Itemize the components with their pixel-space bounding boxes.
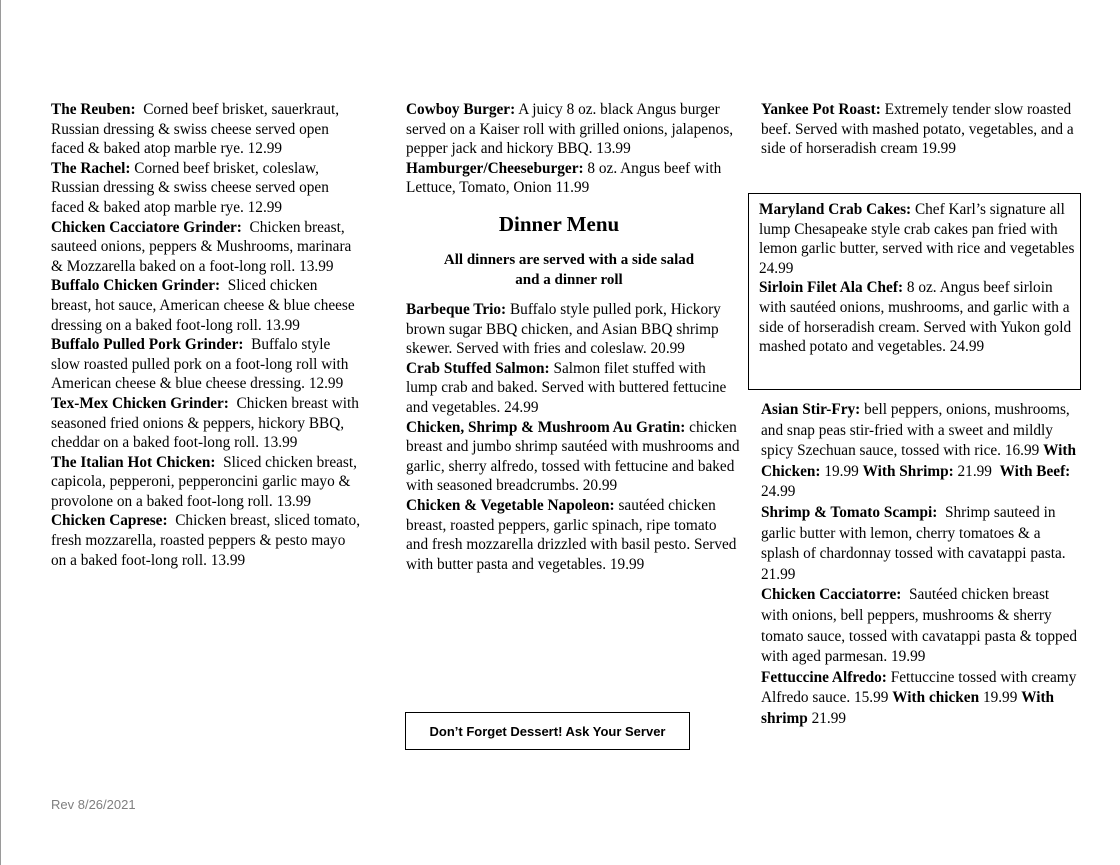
- item-description: Sliced chicken breast, hot sauce, American cheese & blue cheese dressing on a baked foot-long roll. 13.99: [51, 277, 355, 334]
- featured-items-box: [748, 193, 1081, 390]
- menu-item: [406, 159, 740, 198]
- item-name: Hamburger/Cheeseburger:: [406, 159, 584, 177]
- menu-item: [51, 453, 361, 512]
- item-name: Fettuccine Alfredo:: [761, 668, 887, 686]
- option-label: With Shrimp:: [862, 462, 954, 480]
- item-description: Buffalo style pulled pork, Hickory brown sugar BBQ chicken, and Asian BBQ shrimp skewer. Served with fries and coleslaw. 20.99: [406, 300, 721, 358]
- dinner-note: [406, 250, 740, 290]
- option-price: 21.99: [811, 709, 846, 727]
- burgers-and-dinner-column: [406, 100, 740, 574]
- menu-item: [761, 400, 1079, 503]
- item-name: Buffalo Chicken Grinder:: [51, 277, 221, 295]
- item-description: Salmon filet stuffed with lump crab and baked. Served with buttered fettucine and vegetables. 24.99: [406, 359, 727, 416]
- menu-item: [51, 276, 361, 335]
- item-name: Buffalo Pulled Pork Grinder:: [51, 336, 244, 354]
- entrees-column-lower: [761, 400, 1079, 730]
- item-name: Barbeque Trio:: [406, 300, 507, 318]
- item-name: Maryland Crab Cakes:: [759, 201, 912, 218]
- item-name: Chicken, Shrimp & Mushroom Au Gratin:: [406, 418, 686, 436]
- item-description: Corned beef brisket, coleslaw, Russian dressing & swiss cheese served open faced & baked atop marble rye. 12.99: [51, 159, 329, 216]
- item-name: Shrimp & Tomato Scampi:: [761, 503, 938, 521]
- menu-item: [761, 100, 1079, 159]
- item-description: Shrimp sauteed in garlic butter with lemon, cherry tomatoes & a splash of chardonnay tossed with cavatappi pasta. 21.99: [761, 503, 1066, 583]
- item-description: Sautéed chicken breast with onions, bell peppers, mushrooms & sherry tomato sauce, tossed with cavatappi pasta & topped with aged parmesan. 19.99: [761, 586, 1078, 666]
- menu-item: [51, 218, 361, 277]
- revision-date: Rev 8/26/2021: [51, 797, 136, 812]
- item-description: sautéed chicken breast, roasted peppers, garlic spinach, ripe tomato and fresh mozzarella drizzled with basil pesto. Served with butter pasta and vegetables. 19.99: [406, 496, 737, 573]
- menu-item: [406, 300, 740, 359]
- item-description: Buffalo style slow roasted pulled pork on a foot-long roll with American cheese & blue cheese dressing. 12.99: [51, 336, 349, 393]
- option-label: With Chicken:: [761, 442, 1076, 480]
- option-price: 24.99: [761, 483, 796, 501]
- menu-item: [759, 200, 1079, 278]
- menu-item: [406, 359, 740, 418]
- dinner-menu-heading: Dinner Menu: [498, 211, 620, 236]
- item-name: Tex-Mex Chicken Grinder:: [51, 394, 229, 412]
- option-label: With Beef:: [999, 462, 1071, 480]
- item-name: Chicken & Vegetable Napoleon:: [406, 496, 615, 514]
- menu-item: [51, 335, 361, 394]
- menu-item: [51, 100, 361, 159]
- menu-item: [51, 394, 361, 453]
- option-label: With shrimp: [761, 689, 1055, 727]
- entrees-column: [761, 100, 1079, 159]
- item-description: Fettuccine tossed with creamy Alfredo sauce. 15.99: [761, 668, 1077, 707]
- menu-item: [406, 496, 740, 574]
- menu-item: [406, 418, 740, 496]
- dinner-note-line: All dinners are served with a side salad: [443, 251, 695, 268]
- item-description: Chicken breast with seasoned fried onions & peppers, hickory BBQ, cheddar on a baked foot-long roll. 13.99: [51, 394, 359, 452]
- item-description: chicken breast and jumbo shrimp sautéed with mushrooms and garlic, sherry alfredo, tossed with fettucine and baked with seasoned breadcrumbs. 20.99: [406, 418, 740, 495]
- dinner-note-line: and a dinner roll: [515, 271, 623, 288]
- grinders-column: [51, 100, 361, 570]
- item-name: The Italian Hot Chicken:: [51, 453, 216, 471]
- item-name: Cowboy Burger:: [406, 101, 516, 118]
- menu-item: [51, 511, 361, 570]
- item-description: Extremely tender slow roasted beef. Served with mashed potato, vegetables, and a side of horseradish cream 19.99: [761, 101, 1074, 158]
- item-name: The Rachel:: [51, 159, 131, 177]
- item-name: Chicken Cacciatorre:: [761, 586, 902, 604]
- item-name: Chicken Cacciatore Grinder:: [51, 218, 242, 236]
- page-left-edge: [0, 0, 1, 865]
- menu-item: [761, 668, 1079, 730]
- option-price: 19.99: [982, 689, 1018, 707]
- item-name: The Reuben:: [51, 101, 136, 118]
- option-price: 21.99: [957, 462, 992, 480]
- menu-item: [759, 278, 1079, 356]
- item-name: Asian Stir-Fry:: [761, 401, 861, 418]
- option-price: 19.99: [824, 462, 859, 480]
- item-name: Sirloin Filet Ala Chef:: [759, 279, 904, 297]
- menu-item: [761, 503, 1079, 585]
- item-description: Chicken breast, sliced tomato, fresh mozzarella, roasted peppers & pesto mayo on a baked foot-long roll. 13.99: [51, 512, 361, 569]
- item-description: Chicken breast, sauteed onions, peppers & Mushrooms, marinara & Mozzarella baked on a foot-long roll. 13.99: [51, 218, 352, 275]
- item-name: Crab Stuffed Salmon:: [406, 359, 550, 377]
- item-description: 8 oz. Angus beef sirloin with sautéed onions, mushrooms, and garlic with a side of horseradish cream. Served with Yukon gold mashed potato and vegetables. 24.99: [759, 279, 1072, 356]
- item-name: Yankee Pot Roast:: [761, 101, 881, 118]
- menu-item: [406, 100, 740, 159]
- item-description: A juicy 8 oz. black Angus burger served on a Kaiser roll with grilled onions, jalapenos, pepper jack and hickory BBQ. 13.99: [406, 101, 734, 158]
- option-label: With chicken: [892, 689, 980, 707]
- item-description: Sliced chicken breast, capicola, pepperoni, pepperoncini garlic mayo & provolone on a baked foot-long roll. 13.99: [51, 453, 357, 510]
- item-description: Chef Karl’s signature all lump Chesapeake style crab cakes pan fried with lemon garlic butter, served with rice and vegetables 24.99: [759, 201, 1075, 277]
- menu-item: [51, 159, 361, 218]
- menu-item: [761, 585, 1079, 667]
- item-description: Corned beef brisket, sauerkraut, Russian dressing & swiss cheese served open faced & baked atop marble rye. 12.99: [51, 101, 340, 158]
- item-name: Chicken Caprese:: [51, 512, 168, 530]
- dessert-notice-box: Don’t Forget Dessert! Ask Your Server: [405, 712, 690, 750]
- item-description: 8 oz. Angus beef with Lettuce, Tomato, Onion 11.99: [406, 159, 722, 197]
- item-description: bell peppers, onions, mushrooms, and snap peas stir-fried with a sweet and mildly spicy Szechuan sauce, tossed with rice. 16.99: [761, 401, 1070, 460]
